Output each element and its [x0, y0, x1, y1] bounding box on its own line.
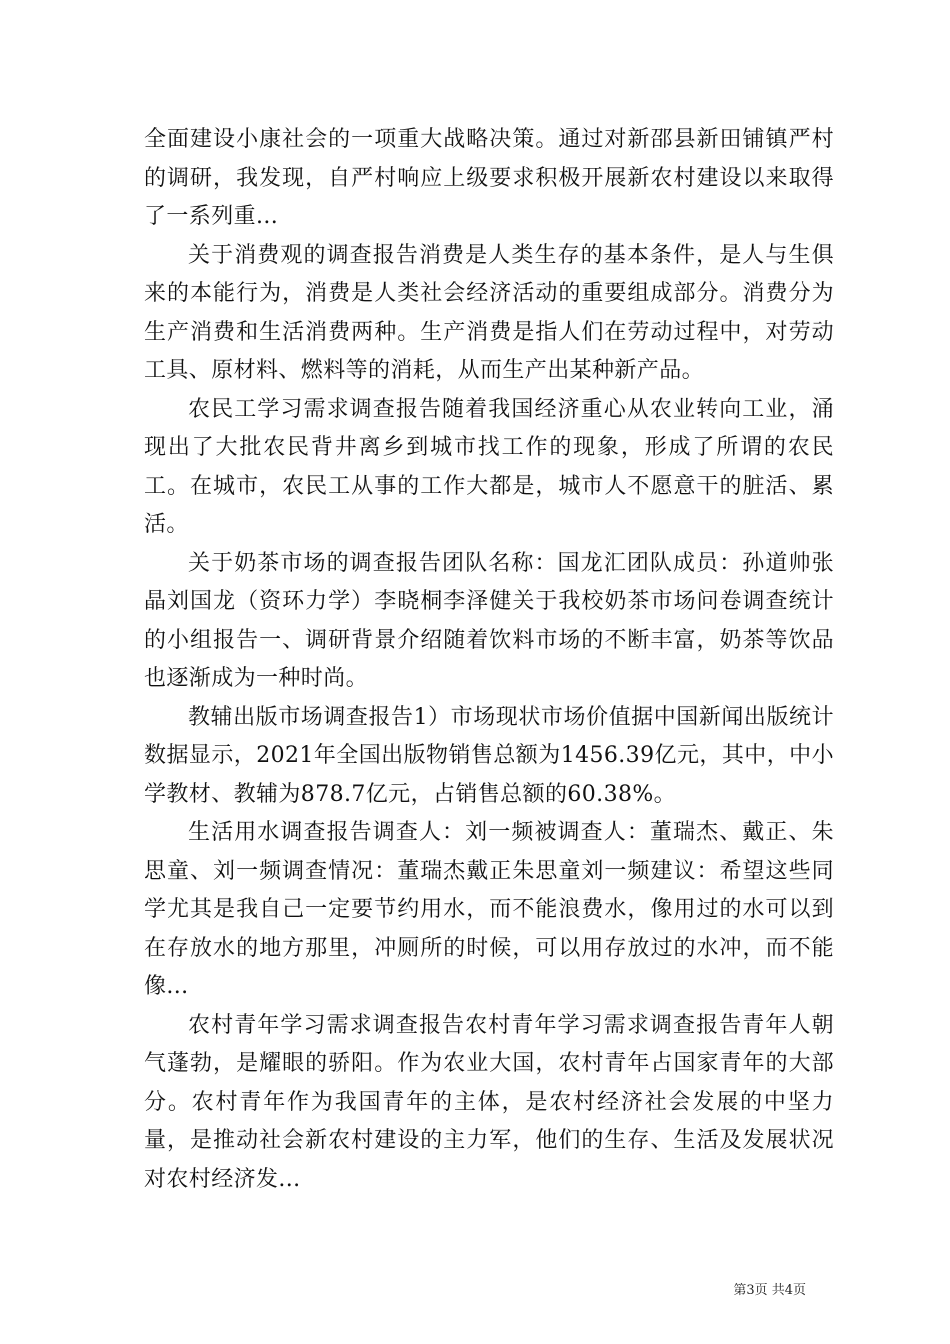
paragraph-milk-tea-survey: 关于奶茶市场的调查报告团队名称：国龙汇团队成员：孙道帅张晶刘国龙（资环力学）李晓桐李泽健关于我校奶茶市场问卷调查统计的小组报告一、调研背景介绍随着饮料市场的不断丰富，奶茶等饮品也逐渐成为一种时尚。 [144, 550, 834, 691]
paragraph-continuation: 全面建设小康社会的一项重大战略决策。通过对新邵县新田铺镇严村的调研，我发现，自严村响应上级要求积极开展新农村建设以来取得了一系列重... [144, 127, 834, 229]
page-number: 第3页 共4页 [733, 1283, 806, 1298]
paragraph-migrant-worker-survey: 农民工学习需求调查报告随着我国经济重心从农业转向工业，涌现出了大批农民背井离乡到城市找工作的现象，形成了所谓的农民工。在城市，农民工从事的工作大都是，城市人不愿意干的脏活、累活。 [144, 396, 834, 537]
paragraph-water-usage-survey: 生活用水调查报告调查人：刘一频被调查人：董瑞杰、戴正、朱思童、刘一频调查情况：董瑞杰戴正朱思童刘一频建议：希望这些同学尤其是我自己一定要节约用水，而不能浪费水，像用过的水可以到在存放水的地方那里，冲厕所的时候，可以用存放过的水冲，而不能像... [144, 820, 834, 999]
document-body [144, 121, 834, 1199]
paragraph-textbook-market-survey: 教辅出版市场调查报告1）市场现状市场价值据中国新闻出版统计数据显示，2021年全国出版物销售总额为1456.39亿元，其中，中小学教材、教辅为878.7亿元，占销售总额的60.38%。 [144, 704, 834, 807]
paragraph-rural-youth-survey: 农村青年学习需求调查报告农村青年学习需求调查报告青年人朝气蓬勃，是耀眼的骄阳。作为农业大国，农村青年占国家青年的大部分。农村青年作为我国青年的主体，是农村经济社会发展的中坚力量，是推动社会新农村建设的主力军，他们的生存、生活及发展状况对农村经济发... [144, 1012, 834, 1192]
paragraph-consumption-survey: 关于消费观的调查报告消费是人类生存的基本条件，是人与生俱来的本能行为，消费是人类社会经济活动的重要组成部分。消费分为生产消费和生活消费两种。生产消费是指人们在劳动过程中，对劳动工具、原材料、燃料等的消耗，从而生产出某种新产品。 [144, 242, 834, 383]
